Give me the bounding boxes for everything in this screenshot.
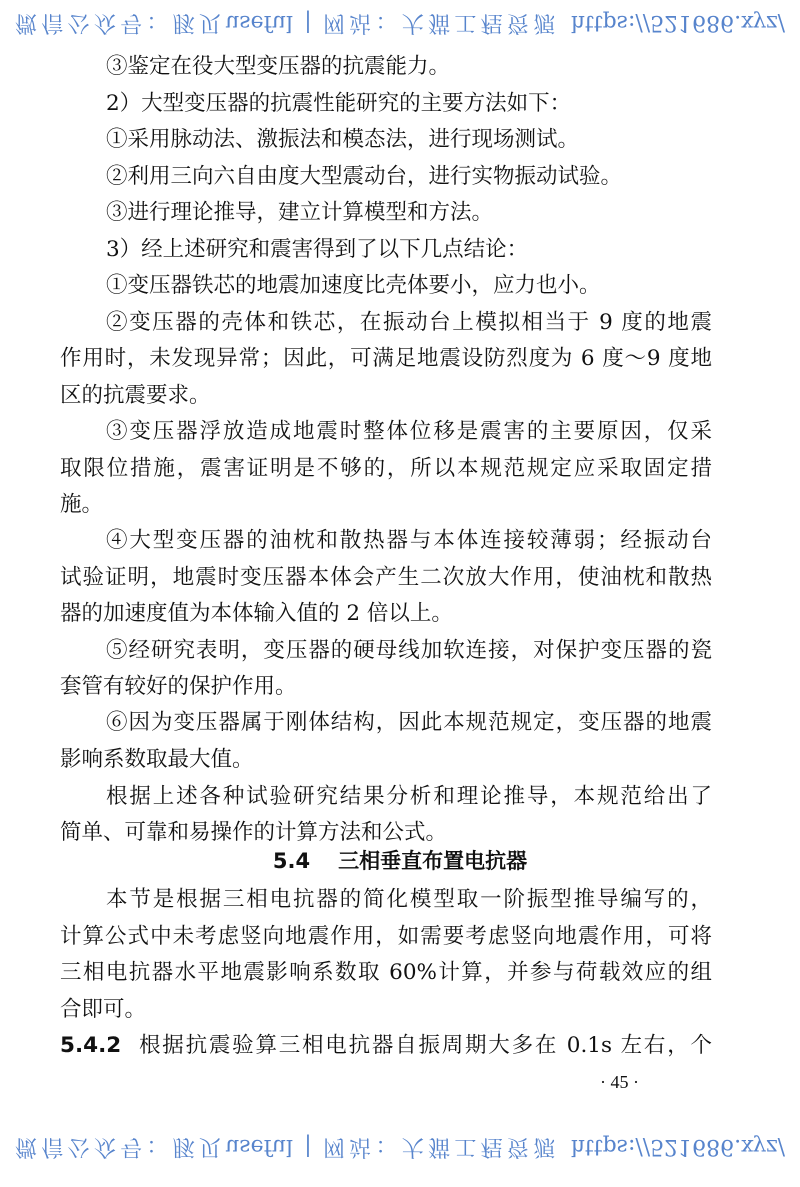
section-text-line: 本节是根据三相电抗器的简化模型取一阶振型推导编写的， xyxy=(106,887,712,912)
text-line: 影响系数取最大值。 xyxy=(60,747,254,772)
text-line: 简单、可靠和易操作的计算方法和公式。 xyxy=(60,820,448,845)
text-line: ②变压器的壳体和铁芯，在振动台上模拟相当于 9 度的地震 xyxy=(106,310,712,335)
text-line: ①采用脉动法、激振法和模态法，进行现场测试。 xyxy=(106,127,580,152)
text-line: ③变压器浮放造成地震时整体位移是震害的主要原因，仅采 xyxy=(106,419,712,444)
clause-number: 5.4.2 xyxy=(60,1033,122,1058)
clause-text: 根据抗震验算三相电抗器自振周期大多在 0.1s 左右，个 xyxy=(137,1033,712,1058)
text-line: 套管有较好的保护作用。 xyxy=(60,674,297,699)
section-title: 三相垂直布置电抗器 xyxy=(338,849,528,873)
text-line: 2）大型变压器的抗震性能研究的主要方法如下： xyxy=(106,91,572,116)
section-text-line: 计算公式中未考虑竖向地震作用，如需要考虑竖向地震作用，可将 xyxy=(60,924,712,949)
clause-line xyxy=(60,1033,712,1059)
text-line: ⑤经研究表明，变压器的硬母线加软连接，对保护变压器的瓷 xyxy=(106,638,712,663)
section-number: 5.4 xyxy=(272,849,311,873)
text-line: 根据上述各种试验研究结果分析和理论推导，本规范给出了 xyxy=(106,784,712,809)
text-line: ⑥因为变压器属于刚体结构，因此本规范规定，变压器的地震 xyxy=(106,710,712,735)
text-line: 作用时，未发现异常；因此，可满足地震设防烈度为 6 度～9 度地 xyxy=(60,346,712,371)
text-line: ②利用三向六自由度大型震动台，进行实物振动试验。 xyxy=(106,164,623,189)
text-line: 施。 xyxy=(60,492,104,517)
text-line: 取限位措施，震害证明是不够的，所以本规范规定应采取固定措 xyxy=(60,456,712,481)
text-line: ④大型变压器的油枕和散热器与本体连接较薄弱；经振动台 xyxy=(106,528,712,553)
section-text-line: 合即可。 xyxy=(60,997,147,1022)
text-line: ①变压器铁芯的地震加速度比壳体要小，应力也小。 xyxy=(106,273,601,298)
page-number: · 45 · xyxy=(600,1072,639,1092)
text-line: 器的加速度值为本体输入值的 2 倍以上。 xyxy=(60,601,453,626)
text-line: ③鉴定在役大型变压器的抗震能力。 xyxy=(106,54,451,79)
text-line: 区的抗震要求。 xyxy=(60,383,211,408)
text-line: ③进行理论推导，建立计算模型和方法。 xyxy=(106,200,494,225)
section-text-line: 三相电抗器水平地震影响系数取 60%计算，并参与荷载效应的组 xyxy=(60,960,712,985)
text-line: 试验证明，地震时变压器本体会产生二次放大作用，使油枕和散热 xyxy=(60,565,712,590)
watermark-top: 微信公众号：豚贝useful | 网站：大猫工程资源 https://521686.xyz/ xyxy=(15,10,785,35)
section-heading xyxy=(0,849,800,873)
watermark-bottom: 微信公众号：豚贝useful | 网站：大猫工程资源 https://521686.xyz/ xyxy=(15,1134,785,1159)
text-line: 3）经上述研究和震害得到了以下几点结论： xyxy=(106,237,529,262)
